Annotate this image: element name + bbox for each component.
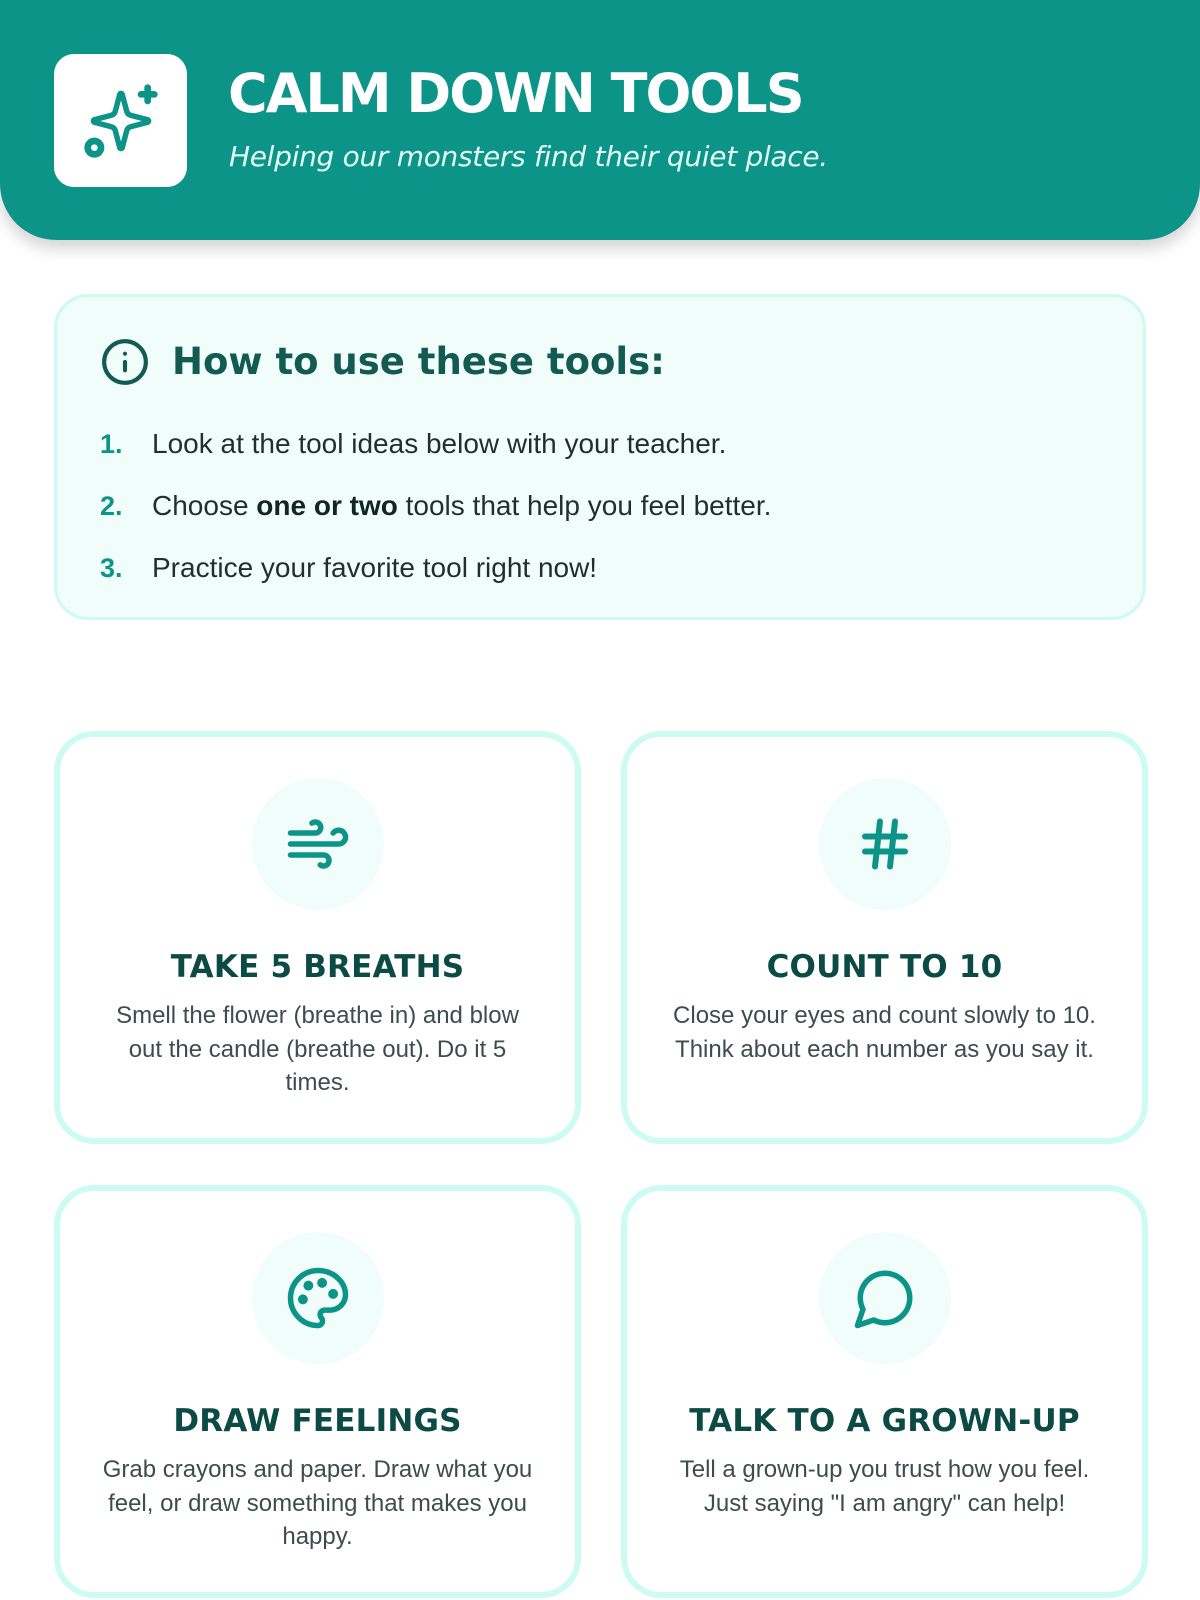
wind-icon: [285, 811, 351, 877]
tool-title: TALK TO A GROWN-UP: [689, 1403, 1080, 1439]
tool-card-count: [621, 731, 1148, 1144]
tool-title: TAKE 5 BREATHS: [170, 949, 465, 985]
step-text-after: tools that help you feel better.: [397, 490, 772, 521]
tool-icon-circle: [252, 1232, 384, 1364]
step-text: [152, 490, 771, 522]
page-subtitle: Helping our monsters find their quiet place.: [229, 140, 828, 173]
instructions-panel: [54, 294, 1146, 620]
step-text: Look at the tool ideas below with your teacher.: [152, 428, 727, 459]
step-text-bold: one or two: [256, 490, 398, 521]
tool-icon-circle: [252, 778, 384, 910]
tool-description: Tell a grown-up you trust how you feel. Just saying "I am angry" can help!: [679, 1456, 1090, 1517]
tool-title: DRAW FEELINGS: [173, 1403, 462, 1439]
step-text-before: Choose: [152, 490, 257, 521]
step-number: 1.: [100, 428, 123, 459]
step-item: [100, 537, 771, 599]
step-item: [100, 475, 771, 537]
page-header: [0, 0, 1200, 240]
tool-description: Close your eyes and count slowly to 10. Think about each number as you say it.: [673, 1002, 1096, 1063]
instructions-title: How to use these tools:: [172, 340, 665, 383]
tool-card-breaths: [54, 731, 581, 1144]
instructions-steps: [100, 413, 771, 599]
tool-description: Smell the flower (breathe in) and blow out the candle (breathe out). Do it 5 times.: [116, 1002, 519, 1096]
tool-icon-circle: [819, 778, 951, 910]
step-text: Practice your favorite tool right now!: [152, 552, 598, 583]
instructions-heading: [100, 337, 665, 387]
palette-icon: [285, 1265, 351, 1331]
message-circle-icon: [852, 1265, 918, 1331]
step-item: [100, 413, 771, 475]
page-title: CALM DOWN TOOLS: [228, 62, 803, 125]
tool-title: COUNT TO 10: [766, 949, 1003, 985]
sparkles-icon: [81, 81, 161, 161]
tool-description: Grab crayons and paper. Draw what you feel, or draw something that makes you happy.: [102, 1456, 533, 1550]
step-number: 2.: [100, 490, 123, 521]
tool-icon-circle: [819, 1232, 951, 1364]
info-icon: [100, 337, 150, 387]
hash-icon: [855, 814, 915, 874]
step-number: 3.: [100, 552, 123, 583]
logo-badge: [54, 54, 187, 187]
tool-card-draw: [54, 1185, 581, 1598]
tool-card-talk: [621, 1185, 1148, 1598]
